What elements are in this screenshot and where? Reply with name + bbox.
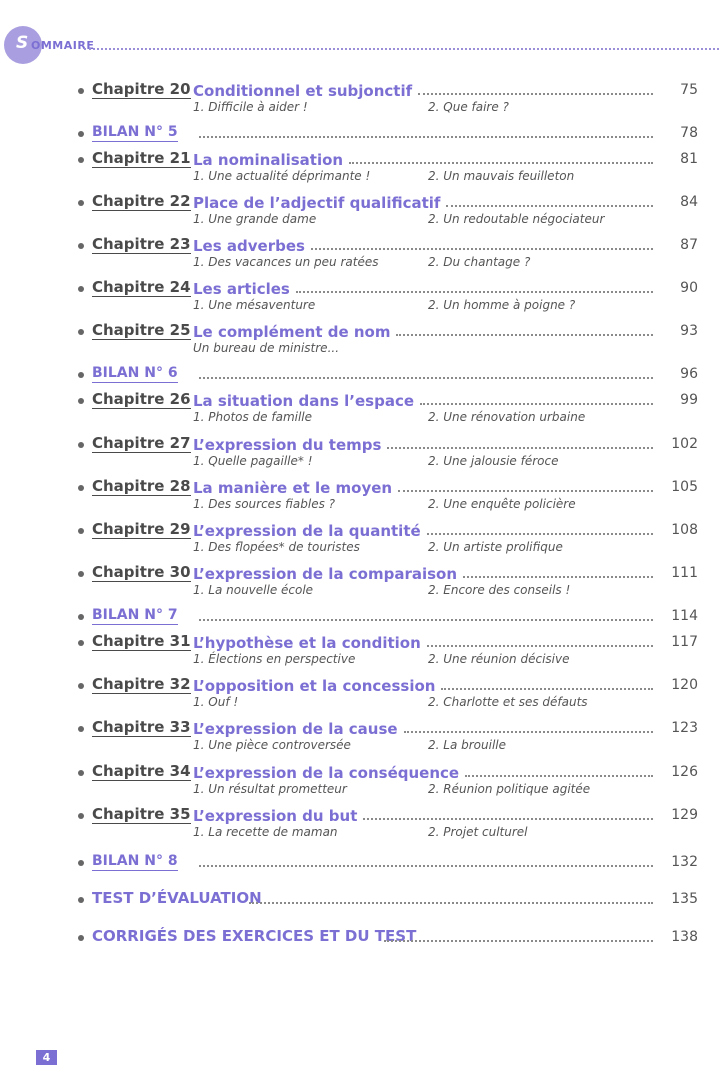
toc-entry-title: La situation dans l’espace <box>193 392 415 410</box>
toc-entry-label: Chapitre 34 <box>92 762 191 780</box>
toc-title-line <box>378 927 656 947</box>
dotted-leader <box>296 291 653 293</box>
bullet-icon <box>78 726 84 732</box>
toc-entry[interactable] <box>78 434 698 471</box>
toc-row <box>78 434 698 454</box>
toc-subtitles <box>193 255 698 272</box>
toc-subtitle-2: 2. Un mauvais feuilleton <box>428 169 575 183</box>
toc-entry-title: L’expression de la cause <box>193 720 398 738</box>
toc-subtitles <box>193 497 698 514</box>
toc-subtitles <box>193 738 698 755</box>
toc-entry-page: 81 <box>680 151 698 167</box>
toc-row <box>78 364 698 384</box>
toc-title-line <box>193 852 656 872</box>
toc-subtitle-2: 2. Une enquête policière <box>428 497 576 511</box>
toc-title-line <box>243 889 656 909</box>
toc-entry-title: L’expression de la quantité <box>193 522 421 540</box>
toc-title-line <box>193 434 656 454</box>
toc-entry-title: L’expression de la conséquence <box>193 764 460 782</box>
toc-row <box>78 675 698 695</box>
toc-entry-page: 132 <box>671 854 698 870</box>
toc-subtitle-2: 2. Que faire ? <box>428 100 509 114</box>
toc-entry-label: Chapitre 28 <box>92 477 191 495</box>
toc-entry-page: 126 <box>671 764 698 780</box>
dotted-leader <box>465 775 653 777</box>
toc-entry-page: 108 <box>671 522 698 538</box>
bullet-icon <box>78 157 84 163</box>
toc-subtitle-2: 2. Charlotte et ses défauts <box>428 695 588 709</box>
toc-subtitles <box>193 583 698 600</box>
toc-entry-label: BILAN N° 6 <box>92 365 178 381</box>
toc-row <box>78 718 698 738</box>
toc-title-line <box>193 192 656 212</box>
toc-subtitle-1: 1. Des vacances un peu ratées <box>193 255 379 269</box>
toc-row <box>78 520 698 540</box>
toc-entry[interactable] <box>78 390 698 427</box>
toc-entry[interactable] <box>78 718 698 755</box>
toc-title-line <box>193 520 656 540</box>
toc-entry-page: 111 <box>671 565 698 581</box>
toc-title-line <box>193 477 656 497</box>
bullet-icon <box>78 398 84 404</box>
header-title: OMMAIRE <box>31 39 95 52</box>
toc-subtitle-2: 2. Réunion politique agitée <box>428 782 591 796</box>
dotted-leader <box>311 248 653 250</box>
toc-title-line <box>193 278 656 298</box>
toc-row <box>78 477 698 497</box>
toc-entry-page: 114 <box>671 608 698 624</box>
toc-subtitle-1: 1. Un résultat prometteur <box>193 782 347 796</box>
toc-subtitle-2: 2. La brouille <box>428 738 506 752</box>
bullet-icon <box>78 329 84 335</box>
toc-subtitle-2: 2. Un homme à poigne ? <box>428 298 576 312</box>
dotted-leader <box>199 619 653 621</box>
toc-entry-title: La manière et le moyen <box>193 479 393 497</box>
toc-row <box>78 805 698 825</box>
toc-entry-title: La nominalisation <box>193 151 344 169</box>
toc-title-line <box>193 563 656 583</box>
toc-subtitle-1: 1. Une pièce controversée <box>193 738 351 752</box>
toc-entry[interactable] <box>78 80 698 117</box>
toc-entry-title: L’hypothèse et la condition <box>193 634 421 652</box>
toc-subtitle-1: 1. Une grande dame <box>193 212 317 226</box>
bullet-icon <box>78 571 84 577</box>
toc-entry-page: 102 <box>671 436 698 452</box>
toc-subtitles <box>193 454 698 471</box>
bullet-icon <box>78 286 84 292</box>
toc-entry-title: L’opposition et la concession <box>193 677 436 695</box>
dotted-leader <box>441 688 653 690</box>
toc-entry-page: 123 <box>671 720 698 736</box>
toc-title-line <box>193 762 656 782</box>
toc-entry[interactable] <box>78 364 698 384</box>
toc-entry-page: 78 <box>680 125 698 141</box>
bullet-icon <box>78 683 84 689</box>
toc-entry[interactable] <box>78 889 698 909</box>
toc-title-line <box>193 80 656 100</box>
toc-entry-title: L’expression du temps <box>193 436 382 454</box>
toc-title-line <box>193 718 656 738</box>
toc-title-line <box>193 632 656 652</box>
toc-entry-page: 129 <box>671 807 698 823</box>
toc-subtitle-1: 1. Ouf ! <box>193 695 239 709</box>
bullet-icon <box>78 528 84 534</box>
page-header <box>0 0 721 70</box>
dotted-leader <box>199 377 653 379</box>
toc-entry-label: Chapitre 21 <box>92 149 191 167</box>
bullet-icon <box>78 614 84 620</box>
toc-subtitle-1: 1. Élections en perspective <box>193 652 356 666</box>
dotted-leader <box>446 205 653 207</box>
toc-entry-page: 105 <box>671 479 698 495</box>
toc-subtitles <box>193 212 698 229</box>
toc-row <box>78 889 698 909</box>
toc-subtitles <box>193 298 698 315</box>
toc-row <box>78 149 698 169</box>
toc-entry[interactable] <box>78 321 698 358</box>
toc-row <box>78 606 698 626</box>
toc-subtitle-2: 2. Un artiste prolifique <box>428 540 563 554</box>
toc-row <box>78 192 698 212</box>
toc-subtitle-1: 1. Photos de famille <box>193 410 313 424</box>
toc-entry-page: 93 <box>680 323 698 339</box>
dotted-leader <box>404 731 653 733</box>
toc-entry-label: Chapitre 20 <box>92 80 191 98</box>
toc-entry-label: BILAN N° 5 <box>92 124 178 140</box>
toc-title-line <box>193 364 656 384</box>
toc-subtitle-1: 1. Difficile à aider ! <box>193 100 308 114</box>
toc-subtitle-2: 2. Du chantage ? <box>428 255 531 269</box>
toc-subtitle-2: 2. Un redoutable négociateur <box>428 212 605 226</box>
toc-entry-label: BILAN N° 8 <box>92 853 178 869</box>
toc-entry[interactable] <box>78 805 698 842</box>
bullet-icon <box>78 200 84 206</box>
toc-subtitle-1: 1. Une actualité déprimante ! <box>193 169 371 183</box>
toc-entry-label: Chapitre 22 <box>92 192 191 210</box>
bullet-icon <box>78 442 84 448</box>
toc-subtitles <box>193 410 698 427</box>
bullet-icon <box>78 860 84 866</box>
dotted-leader <box>427 533 653 535</box>
toc-title-line <box>193 149 656 169</box>
toc-entry-title: Les articles <box>193 280 290 298</box>
toc-row <box>78 632 698 652</box>
toc-subtitles <box>193 652 698 669</box>
toc-entry[interactable] <box>78 477 698 514</box>
dotted-leader <box>384 940 653 942</box>
toc-subtitles <box>193 695 698 712</box>
toc-title-line <box>193 390 656 410</box>
toc-row <box>78 563 698 583</box>
toc-title-line <box>193 321 656 341</box>
page-number: 4 <box>36 1050 57 1065</box>
toc-row <box>78 80 698 100</box>
dotted-leader <box>349 162 653 164</box>
toc-subtitles <box>193 825 698 842</box>
toc-row <box>78 321 698 341</box>
toc-entry-label: TEST D’ÉVALUATION <box>92 889 262 907</box>
dotted-leader <box>463 576 653 578</box>
toc-entry-title: Le complément de nom <box>193 323 391 341</box>
toc-entry-label: Chapitre 24 <box>92 278 191 296</box>
toc-entry[interactable] <box>78 927 698 947</box>
toc-entry-label: BILAN N° 7 <box>92 607 178 623</box>
toc-entry-label: Chapitre 27 <box>92 434 191 452</box>
toc-entry-label: Chapitre 31 <box>92 632 191 650</box>
bullet-icon <box>78 372 84 378</box>
toc-entry-title: Conditionnel et subjonctif <box>193 82 413 100</box>
toc-entry-label: Chapitre 35 <box>92 805 191 823</box>
dotted-leader <box>363 818 653 820</box>
toc-entry-label: Chapitre 32 <box>92 675 191 693</box>
dotted-leader <box>427 645 653 647</box>
dotted-leader <box>396 334 653 336</box>
toc-entry[interactable] <box>78 278 698 315</box>
toc-entry[interactable] <box>78 675 698 712</box>
toc-entry-title: Place de l’adjectif qualificatif <box>193 194 441 212</box>
toc-entry[interactable] <box>78 606 698 626</box>
toc-entry-page: 117 <box>671 634 698 650</box>
toc-row <box>78 235 698 255</box>
bullet-icon <box>78 640 84 646</box>
toc-subtitle-1: 1. Des sources fiables ? <box>193 497 336 511</box>
toc-title-line <box>193 675 656 695</box>
toc-entry-label: Chapitre 30 <box>92 563 191 581</box>
toc-entry-page: 138 <box>671 929 698 945</box>
toc-subtitle-2: 2. Une jalousie féroce <box>428 454 559 468</box>
dotted-leader <box>199 865 653 867</box>
toc-subtitle-1: 1. La nouvelle école <box>193 583 314 597</box>
toc-entry-page: 75 <box>680 82 698 98</box>
toc-entry[interactable] <box>78 563 698 600</box>
toc-entry-page: 90 <box>680 280 698 296</box>
toc-entry[interactable] <box>78 852 698 872</box>
toc-entry-label: CORRIGÉS DES EXERCICES ET DU TEST <box>92 927 417 945</box>
toc-entry[interactable] <box>78 149 698 186</box>
dotted-leader <box>420 403 653 405</box>
toc-row <box>78 762 698 782</box>
toc-entry[interactable] <box>78 632 698 669</box>
header-title-initial: S <box>16 33 29 53</box>
toc-subtitles <box>193 169 698 186</box>
bullet-icon <box>78 813 84 819</box>
toc-row <box>78 390 698 410</box>
bullet-icon <box>78 485 84 491</box>
toc-entry-label: Chapitre 33 <box>92 718 191 736</box>
toc-subtitle-1: 1. Une mésaventure <box>193 298 316 312</box>
toc-title-line <box>193 606 656 626</box>
toc-entry-title: L’expression du but <box>193 807 358 825</box>
bullet-icon <box>78 88 84 94</box>
dotted-leader <box>199 136 653 138</box>
toc-entry-page: 120 <box>671 677 698 693</box>
bullet-icon <box>78 131 84 137</box>
toc-entry[interactable] <box>78 192 698 229</box>
bullet-icon <box>78 770 84 776</box>
toc-entry[interactable] <box>78 762 698 799</box>
toc-entry-label: Chapitre 23 <box>92 235 191 253</box>
toc-row <box>78 123 698 143</box>
dotted-leader <box>249 902 653 904</box>
toc-row <box>78 852 698 872</box>
toc-title-line <box>193 235 656 255</box>
toc-subtitle-2: 2. Une réunion décisive <box>428 652 570 666</box>
toc-subtitles <box>193 540 698 557</box>
toc-entry-page: 135 <box>671 891 698 907</box>
bullet-icon <box>78 243 84 249</box>
toc-entry[interactable] <box>78 235 698 272</box>
toc-entry-label: Chapitre 29 <box>92 520 191 538</box>
toc-subtitle-1: 1. La recette de maman <box>193 825 338 839</box>
toc-subtitle-2: 2. Encore des conseils ! <box>428 583 571 597</box>
toc-subtitle-1: Un bureau de ministre... <box>193 341 340 355</box>
toc-entry[interactable] <box>78 520 698 557</box>
toc-entry[interactable] <box>78 123 698 143</box>
toc-subtitles <box>193 100 698 117</box>
toc-entry-label: Chapitre 26 <box>92 390 191 408</box>
bullet-icon <box>78 935 84 941</box>
toc-subtitle-1: 1. Quelle pagaille* ! <box>193 454 313 468</box>
toc-subtitles <box>193 782 698 799</box>
toc-entry-page: 99 <box>680 392 698 408</box>
toc-entry-page: 96 <box>680 366 698 382</box>
toc-row <box>78 927 698 947</box>
toc-entry-page: 84 <box>680 194 698 210</box>
bullet-icon <box>78 897 84 903</box>
toc-title-line <box>193 805 656 825</box>
dotted-leader <box>387 447 653 449</box>
toc-subtitle-2: 2. Projet culturel <box>428 825 528 839</box>
toc-entry-label: Chapitre 25 <box>92 321 191 339</box>
dotted-leader <box>418 93 653 95</box>
dotted-leader <box>398 490 653 492</box>
toc-entry-page: 87 <box>680 237 698 253</box>
toc-row <box>78 278 698 298</box>
toc-title-line <box>193 123 656 143</box>
toc-subtitle-2: 2. Une rénovation urbaine <box>428 410 586 424</box>
toc-entry-title: L’expression de la comparaison <box>193 565 458 583</box>
toc-subtitle-1: 1. Des flopées* de touristes <box>193 540 360 554</box>
header-dotted-rule <box>84 48 719 50</box>
toc-subtitles <box>193 341 698 358</box>
toc-entry-title: Les adverbes <box>193 237 305 255</box>
